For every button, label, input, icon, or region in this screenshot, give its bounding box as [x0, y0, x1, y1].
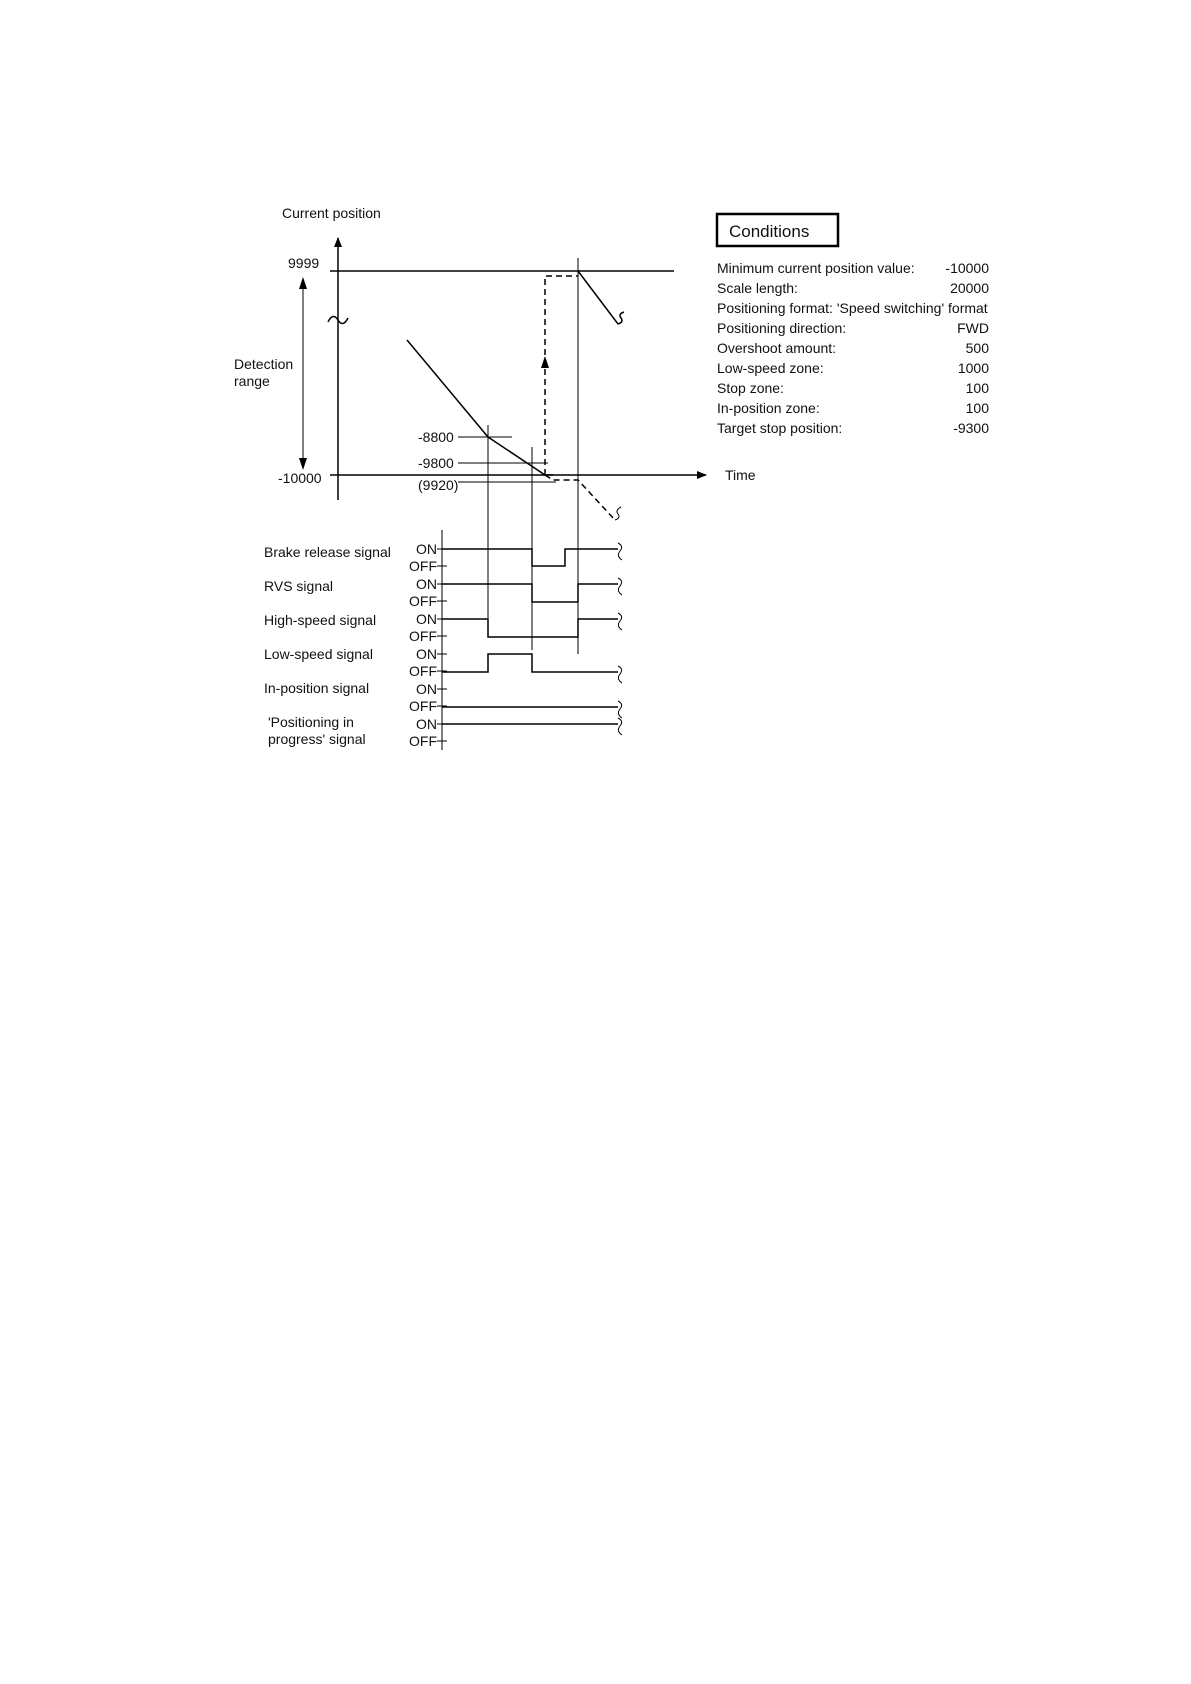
brake-release-waveform — [442, 549, 618, 566]
detection-range-arrowhead-bottom — [299, 458, 307, 470]
condition-label: Target stop position: — [717, 420, 843, 436]
off-level-label: OFF — [409, 698, 437, 714]
trace-break-top — [618, 312, 624, 324]
condition-label: Scale length: — [717, 280, 798, 296]
bottom-value-label: -10000 — [278, 470, 322, 486]
rvs-label: RVS signal — [264, 578, 334, 594]
marker-8800-label: -8800 — [418, 429, 454, 445]
condition-value: 500 — [965, 340, 989, 356]
positioning-label-2: progress' signal — [268, 731, 366, 747]
detection-range-arrowhead-top — [299, 277, 307, 289]
condition-value: 20000 — [950, 280, 989, 296]
wrap-arrowhead — [541, 356, 549, 368]
break-mark — [618, 613, 622, 630]
break-mark — [618, 701, 622, 718]
condition-label: Positioning direction: — [717, 320, 847, 336]
condition-label: In-position zone: — [717, 400, 820, 416]
condition-value: -10000 — [945, 260, 989, 276]
conditions-title: Conditions — [729, 222, 810, 241]
rvs-waveform — [442, 584, 618, 602]
break-mark — [618, 718, 622, 735]
condition-label: Stop zone: — [717, 380, 784, 396]
detection-range-label-1: Detection — [234, 356, 294, 372]
off-level-label: OFF — [409, 663, 437, 679]
waveform-break-marks — [618, 543, 622, 735]
position-graph — [234, 205, 756, 520]
condition-value: 100 — [965, 400, 989, 416]
x-axis-label: Time — [725, 467, 756, 483]
high-speed-label: High-speed signal — [264, 612, 377, 628]
conditions-panel — [717, 214, 989, 436]
signal-timing-chart — [264, 530, 622, 750]
low-speed-waveform — [442, 654, 618, 672]
wrap-dashed-line — [545, 276, 578, 475]
trace-break-bottom — [615, 507, 621, 520]
condition-label: Low-speed zone: — [717, 360, 824, 376]
break-mark — [618, 578, 622, 595]
condition-label: Positioning format: 'Speed switching' format — [717, 300, 988, 316]
on-level-label: ON — [416, 646, 437, 662]
condition-value: 1000 — [957, 360, 989, 376]
timing-reference-lines — [488, 258, 578, 654]
break-mark — [618, 543, 622, 560]
condition-value: 100 — [965, 380, 989, 396]
high-speed-waveform — [442, 619, 618, 637]
on-level-label: ON — [416, 681, 437, 697]
on-level-label: ON — [416, 576, 437, 592]
condition-value: -9300 — [953, 420, 989, 436]
off-level-label: OFF — [409, 593, 437, 609]
brake-release-label: Brake release signal — [264, 544, 391, 560]
top-value-label: 9999 — [288, 255, 320, 271]
marker-9800-label: -9800 — [418, 455, 454, 471]
off-level-label: OFF — [409, 733, 437, 749]
off-level-label: OFF — [409, 558, 437, 574]
in-position-label: In-position signal — [264, 680, 370, 696]
condition-value: FWD — [957, 320, 989, 336]
marker-9920-label: (9920) — [418, 477, 459, 493]
on-off-labels — [409, 541, 447, 749]
detection-range-label-2: range — [234, 373, 270, 389]
condition-label: Overshoot amount: — [717, 340, 837, 356]
conditions-rows — [717, 260, 989, 436]
condition-label: Minimum current position value: — [717, 260, 915, 276]
on-level-label: ON — [416, 541, 437, 557]
break-mark — [618, 666, 622, 683]
low-speed-label: Low-speed signal — [264, 646, 373, 662]
position-trace-after-wrap — [578, 271, 618, 324]
off-level-label: OFF — [409, 628, 437, 644]
on-level-label: ON — [416, 611, 437, 627]
on-level-label: ON — [416, 716, 437, 732]
y-axis-label: Current position — [282, 205, 381, 221]
positioning-label-1: 'Positioning in — [268, 714, 354, 730]
